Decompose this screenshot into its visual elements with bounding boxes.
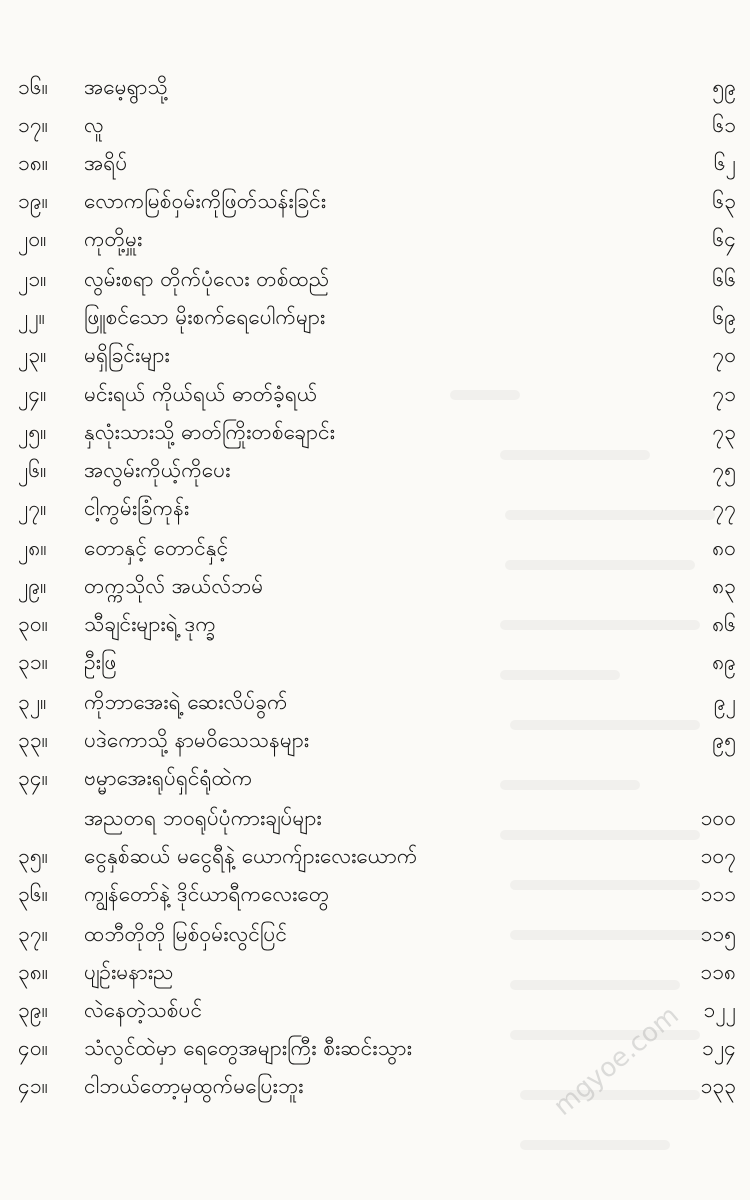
toc-entry bbox=[0, 144, 750, 182]
toc-entry bbox=[0, 68, 750, 106]
entry-page: ၆၆ bbox=[712, 267, 736, 291]
toc-entry bbox=[0, 413, 750, 451]
toc-entry bbox=[0, 683, 750, 721]
toc-entry bbox=[0, 875, 750, 913]
entry-page: ၈၉ bbox=[712, 650, 736, 674]
entry-page: ၆၉ bbox=[712, 305, 736, 329]
toc-entry bbox=[0, 605, 750, 643]
toc-entry bbox=[0, 336, 750, 374]
entry-page: ၆၃ bbox=[712, 189, 736, 213]
entry-title: ကုတို့မှူး bbox=[84, 227, 143, 251]
entry-title: မရှိခြင်းများ bbox=[84, 343, 170, 367]
toc-entry bbox=[0, 721, 750, 759]
entry-number: ၃၉။ bbox=[18, 998, 48, 1022]
entry-title: နှလုံးသားသို့ ဓာတ်ကြိုးတစ်ချောင်း bbox=[84, 420, 336, 444]
entry-page bbox=[646, 759, 736, 797]
entry-page: ၈၀ bbox=[712, 536, 736, 560]
entry-page: ၉၂ bbox=[713, 690, 736, 714]
entry-title: မင်းရယ် ကိုယ်ရယ် ဓာတ်ခံ့ရယ် bbox=[84, 382, 318, 406]
toc-entry bbox=[0, 1067, 750, 1105]
entry-number: ၁၆။ bbox=[18, 75, 48, 99]
entry-page: ၁၂၂ bbox=[703, 998, 736, 1022]
entry-title: ဖြူစင်သော မိုးစက်ရေပေါက်များ bbox=[84, 305, 326, 329]
entry-title: ငါဘယ်တော့မှထွက်မပြေးဘူး bbox=[84, 1074, 304, 1098]
entry-page: ၇၃ bbox=[712, 420, 736, 444]
entry-title: အညတရ ဘဝရုပ်ပုံကားချပ်များ bbox=[84, 806, 322, 830]
toc-entry bbox=[0, 298, 750, 336]
entry-title: သီချင်းများရဲ့ ဒုက္ခ bbox=[84, 612, 216, 636]
toc-entry bbox=[0, 220, 750, 258]
entry-page: ၆၁ bbox=[712, 113, 736, 137]
entry-page: ၁၁၈ bbox=[700, 960, 736, 984]
entry-title: လွမ်းစရာ တိုက်ပုံလေး တစ်ထည် bbox=[84, 267, 330, 291]
entry-number: ၂၅။ bbox=[18, 420, 47, 444]
entry-page: ၇၅ bbox=[712, 458, 736, 482]
toc-entry-continued bbox=[0, 799, 750, 837]
entry-number: ၂၃။ bbox=[18, 343, 47, 367]
entry-title: ငါ့ကွမ်းခြံကုန်း bbox=[84, 496, 190, 520]
entry-page: ၁၁၁ bbox=[700, 882, 736, 906]
toc-entry bbox=[0, 260, 750, 298]
entry-number: ၃၁။ bbox=[18, 650, 48, 674]
entry-title: ကျွန်တော်နဲ့ ဒိုင်ယာရီကလေးတွေ bbox=[84, 882, 330, 906]
entry-number: ၂၆။ bbox=[18, 458, 47, 482]
entry-number: ၄၀။ bbox=[18, 1036, 48, 1060]
entry-title: ပဒဲကောသို့ နာမဝိသေသနများ bbox=[84, 728, 310, 752]
entry-page: ၁၂၄ bbox=[702, 1036, 736, 1060]
entry-number: ၁၉။ bbox=[18, 189, 48, 213]
entry-page: ၆၂ bbox=[713, 151, 736, 175]
entry-title: ပျဉ်းမနားည bbox=[84, 960, 174, 984]
toc-entry bbox=[0, 837, 750, 875]
entry-page: ၇၇ bbox=[712, 496, 736, 520]
entry-number bbox=[18, 799, 76, 837]
entry-title: အရိပ် bbox=[84, 151, 128, 175]
entry-page: ၇၀ bbox=[712, 343, 736, 367]
entry-page: ၆၄ bbox=[712, 227, 736, 251]
entry-number: ၂၁။ bbox=[18, 267, 47, 291]
entry-title: အမေ့ရွာသို့ bbox=[84, 75, 168, 99]
entry-number: ၂၇။ bbox=[18, 496, 47, 520]
entry-title: သံလွင်ထဲမှာ ရေတွေအများကြီး စီးဆင်းသွား bbox=[84, 1036, 412, 1060]
entry-title: လောကမြစ်ဝှမ်းကိုဖြတ်သန်းခြင်း bbox=[84, 189, 327, 213]
entry-page: ၁၃၃ bbox=[700, 1074, 736, 1098]
entry-page: ၉၅ bbox=[712, 728, 736, 752]
toc-entry bbox=[0, 106, 750, 144]
toc-entry bbox=[0, 451, 750, 489]
entry-title: တက္ကသိုလ် အယ်လ်ဘမ် bbox=[84, 574, 264, 598]
toc-entry bbox=[0, 915, 750, 953]
entry-number: ၃၀။ bbox=[18, 612, 48, 636]
toc-entry bbox=[0, 529, 750, 567]
entry-number: ၁၈။ bbox=[18, 151, 49, 175]
entry-title: ထဘီတိုတို မြစ်ဝှမ်းလွင်ပြင် bbox=[84, 922, 288, 946]
toc-entry bbox=[0, 375, 750, 413]
entry-title: ဗမ္မာအေးရုပ်ရှင်ရုံထဲက bbox=[84, 766, 253, 790]
entry-number: ၂၂။ bbox=[18, 305, 45, 329]
entry-page: ၁၀၇ bbox=[700, 844, 736, 868]
entry-number: ၂၈။ bbox=[18, 536, 47, 560]
entry-page: ၁၁၅ bbox=[700, 922, 736, 946]
toc-entry bbox=[0, 759, 750, 797]
entry-number: ၃၈။ bbox=[18, 960, 49, 984]
toc-entry bbox=[0, 489, 750, 527]
entry-number: ၂၉။ bbox=[18, 574, 47, 598]
toc-entry bbox=[0, 567, 750, 605]
entry-page: ၈၃ bbox=[712, 574, 736, 598]
entry-title: လူ bbox=[84, 113, 104, 137]
entry-title: လဲနေတဲ့သစ်ပင် bbox=[84, 998, 203, 1022]
entry-title: ငွေနှစ်ဆယ် မငွေရီနဲ့ ယောက်ျားလေးယောက် bbox=[84, 844, 418, 868]
entry-number: ၃၅။ bbox=[18, 844, 48, 868]
toc-entry bbox=[0, 643, 750, 681]
toc-entry bbox=[0, 953, 750, 991]
watermark: mgyoe.com bbox=[548, 1000, 685, 1122]
entry-number: ၂၄။ bbox=[18, 382, 47, 406]
entry-number: ၃၃။ bbox=[18, 728, 48, 752]
entry-number: ၃၄။ bbox=[18, 766, 48, 790]
entry-number: ၃၇။ bbox=[18, 922, 48, 946]
entry-number: ၃၂။ bbox=[18, 690, 47, 714]
entry-number: ၂၀။ bbox=[18, 227, 47, 251]
entry-page: ၈၆ bbox=[712, 612, 736, 636]
toc-entry bbox=[0, 182, 750, 220]
entry-page: ၅၉ bbox=[712, 75, 736, 99]
entry-page: ၇၁ bbox=[712, 382, 736, 406]
entry-title: ကိုဘာအေးရဲ့ ဆေးလိပ်ခွက် bbox=[84, 690, 288, 714]
entry-page: ၁၀၀ bbox=[700, 806, 736, 830]
entry-title: တောနှင့် တောင်နှင့် bbox=[84, 536, 229, 560]
entry-number: ၄၁။ bbox=[18, 1074, 48, 1098]
entry-title: အလွမ်းကိုယ့်ကိုပေး bbox=[84, 458, 231, 482]
entry-number: ၁၇။ bbox=[18, 113, 48, 137]
entry-title: ဦးဖြ bbox=[84, 650, 117, 674]
entry-number: ၃၆။ bbox=[18, 882, 48, 906]
